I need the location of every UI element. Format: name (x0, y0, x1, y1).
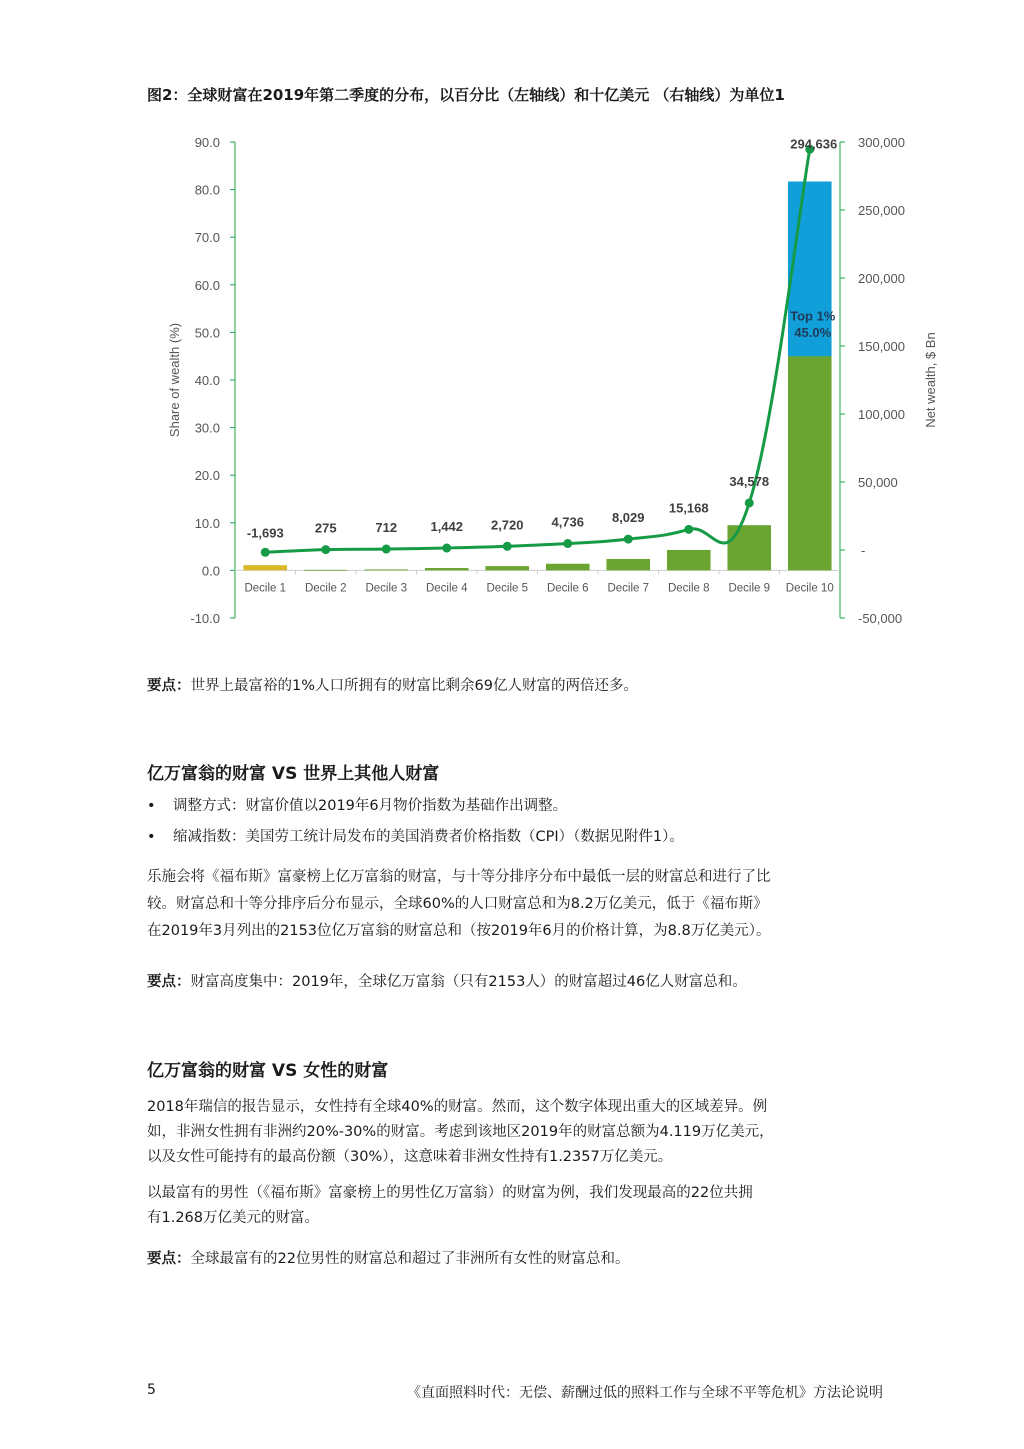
section2-paragraph-1 (147, 1095, 882, 1170)
net-wealth-data-label: 2,720 (490, 517, 524, 533)
keypoint-label: 要点： (147, 1251, 191, 1267)
x-axis-tick-label: Decile 7 (607, 582, 650, 595)
paragraph-line: 2018年瑞信的报告显示，女性持有全球40%的财富。然而，这个数字体现出重大的区域差异。例 (147, 1099, 768, 1115)
section1-paragraph (147, 864, 882, 945)
bullet-text: 调整方式：财富价值以2019年6月物价指数为基础作出调整。 (173, 798, 568, 814)
bar-decile-7 (606, 559, 650, 570)
bar-decile-8 (667, 550, 711, 570)
keypoint-1 (147, 673, 882, 700)
bar-decile-2 (304, 570, 348, 571)
footer-document-title: 《直面照料时代：无偿、薪酬过低的照料工作与全球不平等危机》方法论说明 (407, 1385, 883, 1401)
net-wealth-data-label: 34,578 (729, 473, 770, 489)
section-title-billionaires-vs-women: 亿万富翁的财富 VS 女性的财富 (147, 1061, 389, 1081)
bullet-text: 缩减指数：美国劳工统计局发布的美国消费者价格指数（CPI）（数据见附件1）。 (173, 829, 684, 845)
left-axis-tick-label: 30.0 (194, 420, 220, 436)
section2-paragraph-2 (147, 1181, 882, 1231)
net-wealth-data-label: 1,442 (430, 519, 464, 535)
net-wealth-data-label: 15,168 (668, 500, 709, 516)
net-wealth-point (321, 545, 330, 554)
paragraph-line: 以最富有的男性（《福布斯》富豪榜上的男性亿万富翁）的财富为例，我们发现最高的22位共拥 (147, 1185, 753, 1201)
net-wealth-data-label: 712 (375, 520, 398, 536)
paragraph-line: 较。财富总和十等分排序后分布显示，全球60%的人口财富总和为8.2万亿美元，低于《福布斯》 (147, 896, 768, 912)
bar-decile-3 (364, 569, 408, 570)
net-wealth-point (442, 544, 451, 553)
bullet-item (147, 825, 684, 846)
net-wealth-point (624, 535, 633, 544)
x-axis-tick-label: Decile 4 (425, 582, 468, 595)
x-axis-tick-label: Decile 3 (365, 582, 408, 595)
net-wealth-point (563, 539, 572, 548)
keypoint-2 (147, 969, 882, 996)
net-wealth-point (382, 545, 391, 554)
net-wealth-data-label: 294,636 (790, 136, 838, 152)
net-wealth-data-label: 8,029 (611, 510, 645, 526)
x-axis-tick-label: Decile 5 (486, 582, 529, 595)
keypoint-label: 要点： (147, 974, 191, 990)
left-axis-tick-label: 20.0 (194, 468, 220, 484)
section-title-billionaires-vs-world: 亿万富翁的财富 VS 世界上其他人财富 (147, 764, 440, 784)
bar-decile-5 (485, 566, 529, 570)
top1-value-label: 45.0% (794, 325, 832, 341)
net-wealth-point (684, 525, 693, 534)
keypoint-text: 财富高度集中：2019年，全球亿万富翁（只有2153人）的财富超过46亿人财富总和。 (190, 974, 747, 990)
net-wealth-line (265, 149, 810, 552)
left-axis-tick-label: 40.0 (194, 373, 220, 388)
bar-decile-4 (425, 568, 469, 570)
right-axis-tick-label: - (861, 543, 866, 558)
left-axis-tick-label: -10.0 (190, 611, 220, 626)
net-wealth-data-label: -1,693 (246, 525, 284, 541)
net-wealth-data-label: 275 (314, 520, 337, 536)
paragraph-line: 乐施会将《福布斯》富豪榜上亿万富翁的财富，与十等分排序分布中最低一层的财富总和进行了比 (147, 869, 771, 885)
page-number: 5 (147, 1382, 156, 1398)
right-axis-tick-label: 50,000 (858, 475, 898, 490)
paragraph-line: 在2019年3月列出的2153位亿万富翁的财富总和（按2019年6月的价格计算，为8.8万亿美元）。 (147, 923, 771, 939)
net-wealth-point (503, 542, 512, 551)
bar-decile-9 (727, 525, 771, 570)
x-axis-tick-label: Decile 1 (244, 582, 287, 595)
paragraph-line: 有1.268万亿美元的财富。 (147, 1210, 320, 1226)
left-axis-tick-label: 50.0 (194, 325, 220, 341)
keypoint-text: 世界上最富裕的1%人口所拥有的财富比剩余69亿人财富的两倍还多。 (190, 678, 638, 694)
bar-decile-6 (546, 564, 590, 571)
figure-title: 图2：全球财富在2019年第二季度的分布，以百分比（左轴线）和十亿美元 （右轴线）为单位1 (147, 86, 785, 104)
net-wealth-point (745, 498, 754, 507)
wealth-distribution-chart (150, 118, 950, 638)
paragraph-line: 以及女性可能持有的最高份额（30%），这意味着非洲女性持有1.2357万亿美元。 (147, 1149, 673, 1165)
right-axis-tick-label: 200,000 (858, 271, 905, 286)
x-axis-tick-label: Decile 9 (728, 582, 771, 595)
right-axis-tick-label: -50,000 (858, 611, 903, 626)
left-axis-title: Share of wealth (%) (167, 322, 182, 438)
net-wealth-data-label: 4,736 (551, 514, 585, 530)
x-axis-tick-label: Decile 8 (667, 582, 710, 595)
keypoint-3 (147, 1246, 882, 1273)
bullet-item (147, 794, 567, 815)
x-axis-tick-label: Decile 2 (304, 582, 347, 595)
left-axis-tick-label: 0.0 (201, 563, 220, 579)
left-axis-tick-label: 10.0 (194, 515, 220, 531)
right-axis-tick-label: 150,000 (858, 339, 905, 354)
paragraph-line: 如，非洲女性拥有非洲约20%-30%的财富。考虑到该地区2019年的财富总额为4.119万亿美元， (147, 1124, 774, 1140)
right-axis-title: Net wealth, $ Bn (923, 332, 938, 428)
top1-label: Top 1% (790, 308, 836, 324)
left-axis-tick-label: 80.0 (194, 182, 220, 198)
right-axis-tick-label: 100,000 (858, 407, 905, 422)
x-axis-tick-label: Decile 10 (785, 582, 834, 595)
right-axis-tick-label: 300,000 (858, 135, 905, 150)
left-axis-tick-label: 70.0 (194, 230, 220, 246)
left-axis-tick-label: 60.0 (194, 277, 220, 293)
keypoint-text: 全球最富有的22位男性的财富总和超过了非洲所有女性的财富总和。 (190, 1251, 630, 1267)
left-axis-tick-label: 90.0 (194, 135, 220, 150)
bullet-dot: • (147, 829, 156, 845)
net-wealth-point (261, 548, 270, 557)
bar-decile-1 (243, 565, 287, 570)
keypoint-label: 要点： (147, 678, 191, 694)
bullet-dot: • (147, 798, 156, 814)
right-axis-tick-label: 250,000 (858, 203, 905, 218)
x-axis-tick-label: Decile 6 (546, 582, 589, 595)
